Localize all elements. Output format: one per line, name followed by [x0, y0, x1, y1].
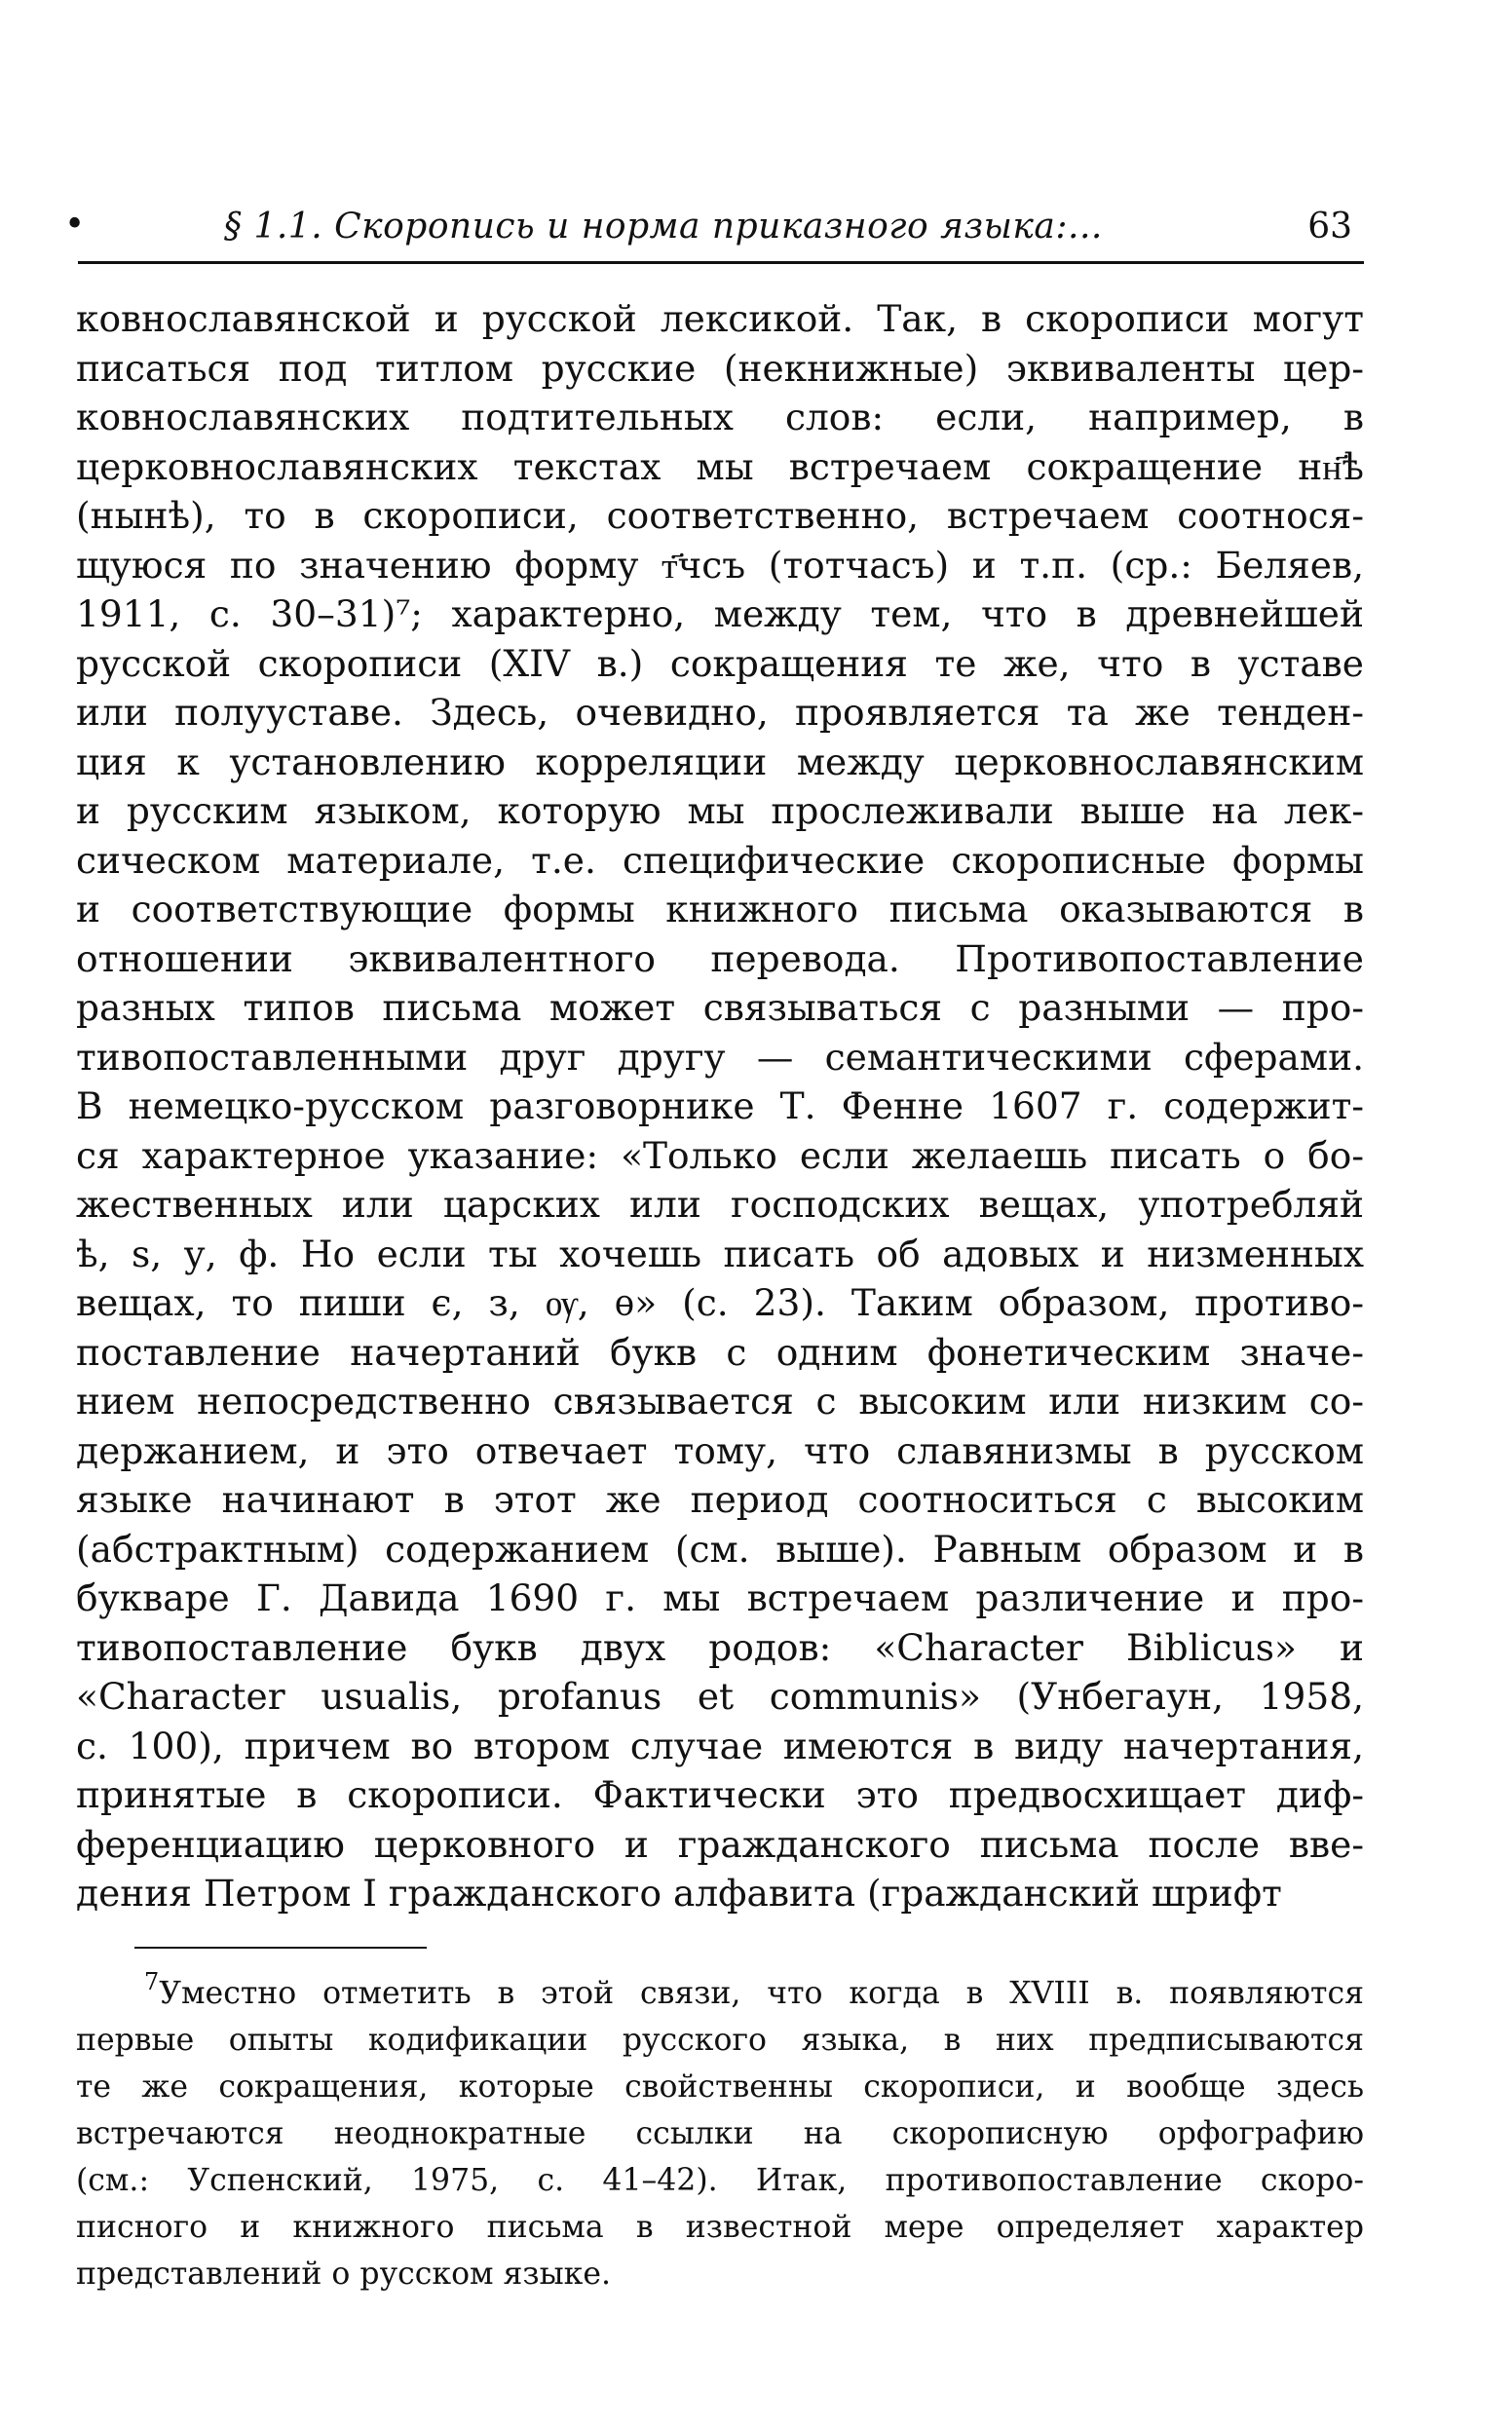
body-text	[76, 294, 1364, 1918]
body-line: отношении эквивалентного перевода. Противопоставление	[76, 936, 1364, 980]
body-line: разных типов письма может связываться с разными — про-	[76, 986, 1364, 1029]
body-line: букваре Г. Давида 1690 г. мы встречаем различение и про-	[76, 1576, 1364, 1619]
body-line: ковнославянской и русской лексикой. Так, в скорописи могут	[76, 297, 1364, 340]
body-line: поставление начертаний букв с одним фонетическим значе-	[76, 1330, 1364, 1374]
header-bullet: •	[64, 205, 86, 245]
footnote	[76, 1970, 1364, 2297]
body-line: вещах, то пиши є, з, ѹ, ѳ» (с. 23). Таким образом, противо-	[76, 1281, 1364, 1324]
body-line: или полууставе. Здесь, очевидно, проявляется та же тенден-	[76, 691, 1364, 734]
footnote-rule	[134, 1947, 427, 1949]
body-line: русской скорописи (XIV в.) сокращения те же, что в уставе	[76, 641, 1364, 685]
body-line: тивопоставление букв двух родов: «Character Biblicus» и	[76, 1625, 1364, 1669]
footnote-line: (см.: Успенский, 1975, с. 41–42). Итак, противопоставление скоро-	[76, 2163, 1364, 2198]
body-line: ся характерное указание: «Только если желаешь писать о бо-	[76, 1133, 1364, 1177]
body-line: ковнославянских подтительных слов: если, например, в	[76, 396, 1364, 438]
body-line: церковнославянских текстах мы встречаем сокращение нн҃ѣ	[76, 444, 1364, 488]
page-number: 63	[1307, 207, 1352, 247]
footnote-marker: 7	[144, 1968, 160, 1995]
body-line: ция к установлению корреляции между церковнославянским	[76, 740, 1364, 783]
body-line: дения Петром I гражданского алфавита (гражданский шрифт	[76, 1872, 1282, 1915]
footnote-line: те же сокращения, которые свойственны скорописи, и вообще здесь	[76, 2069, 1364, 2105]
body-line: языке начинают в этот же период соотноситься с высоким	[76, 1478, 1364, 1521]
body-line: щуюся по значению форму т҃чсъ (тотчасъ) и т.п. (ср.: Беляев,	[76, 543, 1364, 587]
body-line: тивопоставленными друг другу — семантическими сферами.	[76, 1035, 1364, 1079]
running-title: § 1.1. Скоропись и норма приказного языка:...	[224, 207, 1103, 247]
body-line: и русским языком, которую мы прослеживали выше на лек-	[76, 789, 1364, 832]
body-line: (абстрактным) содержанием (см. выше). Равным образом и в	[76, 1527, 1364, 1571]
footnote-line: представлений о русском языке.	[76, 2257, 612, 2292]
body-line: и соответствующие формы книжного письма оказываются в	[76, 888, 1364, 930]
body-line: сическом материале, т.е. специфические скорописные формы	[76, 838, 1364, 882]
body-line: В немецко-русском разговорнике Т. Фенне 1607 г. содержит-	[76, 1084, 1364, 1127]
body-line: с. 100), причем во втором случае имеются в виду начертания,	[76, 1724, 1364, 1767]
body-line: (нынѣ), то в скорописи, соответственно, встречаем соотнося-	[76, 494, 1364, 537]
footnote-line	[76, 1970, 1364, 2017]
footnote-line-text: Уместно отметить в этой связи, что когда в XVIII в. появляются	[159, 1976, 1364, 2011]
body-line: «Character usualis, profanus et communis» (Унбегаун, 1958,	[76, 1675, 1364, 1718]
body-line: ференциацию церковного и гражданского письма после вве-	[76, 1822, 1364, 1866]
footnote-line: встречаются неоднократные ссылки на скорописную орфографию	[76, 2116, 1364, 2151]
footnote-line: первые опыты кодификации русского языка, в них предписываются	[76, 2023, 1364, 2058]
body-line: ѣ, ѕ, у, ф. Но если ты хочешь писать об адовых и низменных	[76, 1232, 1364, 1275]
body-line: писаться под титлом русские (некнижные) эквиваленты цер-	[76, 346, 1364, 390]
body-line: держанием, и это отвечает тому, что славянизмы в русском	[76, 1428, 1364, 1472]
body-line: жественных или царских или господских вещах, употребляй	[76, 1183, 1364, 1226]
body-line: нием непосредственно связывается с высоким или низким со-	[76, 1380, 1364, 1423]
body-line: 1911, с. 30–31)⁷; характерно, между тем, что в древнейшей	[76, 592, 1364, 635]
footnote-line: писного и книжного письма в известной мере определяет характер	[76, 2210, 1364, 2245]
page-header	[64, 203, 1364, 264]
body-line: принятые в скорописи. Фактически это предвосхищает диф-	[76, 1773, 1364, 1816]
